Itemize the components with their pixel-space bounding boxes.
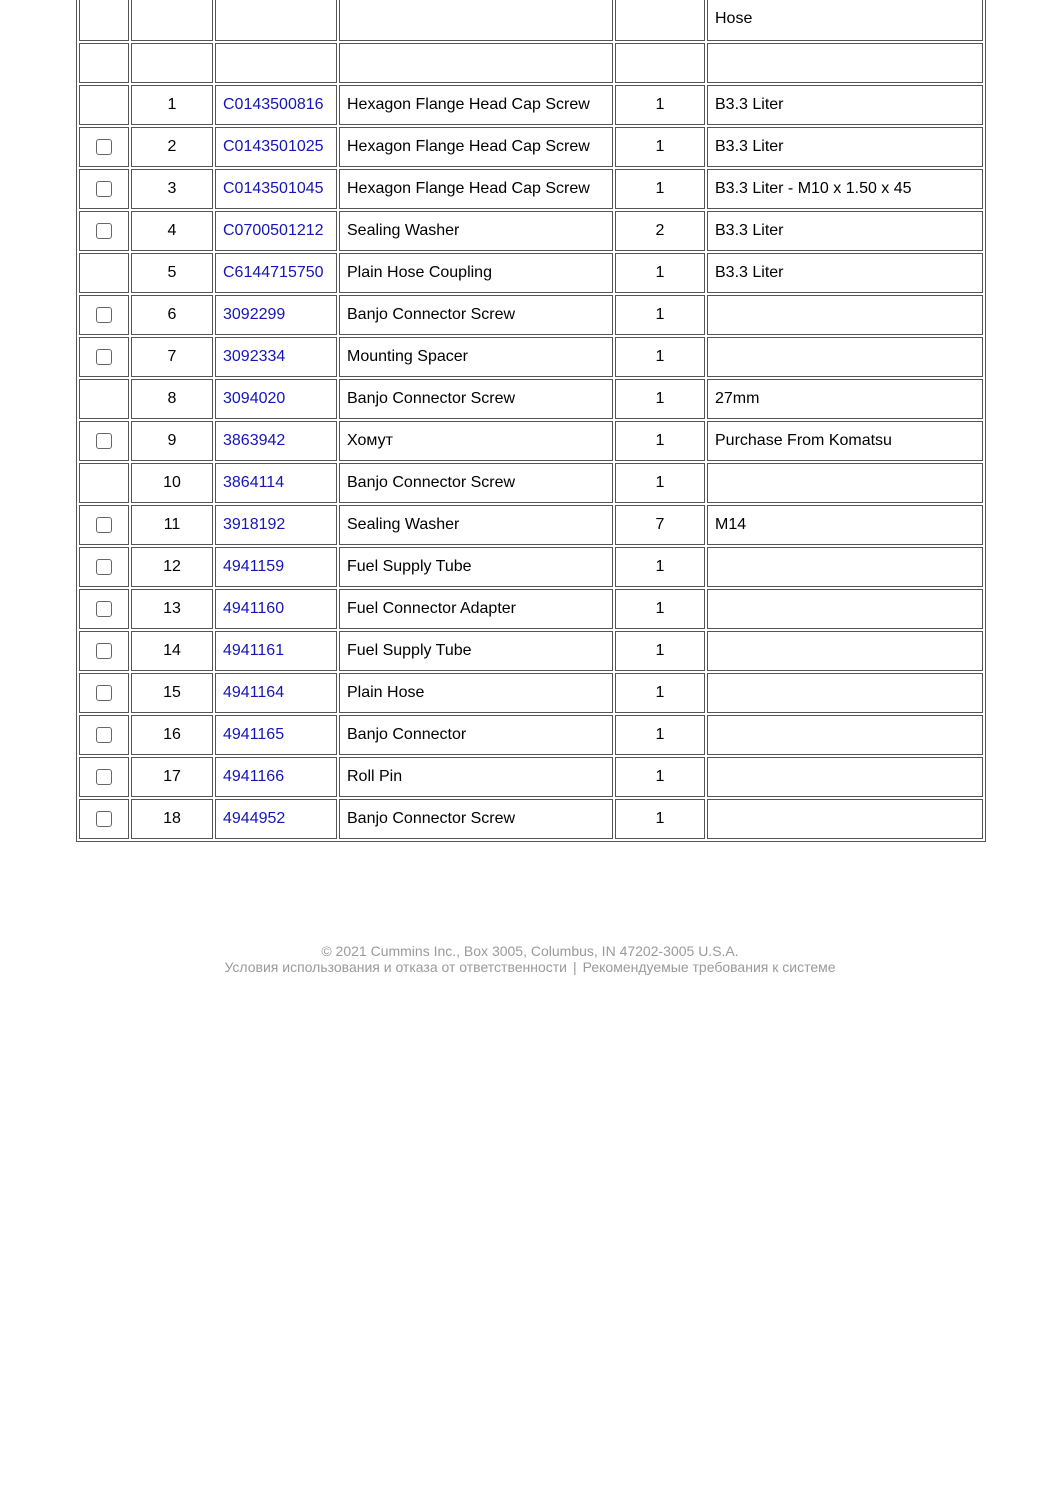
remarks: [707, 799, 983, 839]
select-checkbox[interactable]: [96, 559, 112, 575]
table-row: [79, 715, 983, 755]
remarks-cell: [707, 43, 983, 83]
part-number-cell: [215, 421, 337, 461]
remarks: 27mm: [707, 379, 983, 419]
item-number: 9: [131, 421, 213, 461]
part-description: Fuel Connector Adapter: [339, 589, 613, 629]
quantity: 1: [615, 85, 705, 125]
select-cell: [79, 715, 129, 755]
quantity-cell: [615, 0, 705, 41]
remarks: B3.3 Liter: [707, 211, 983, 251]
part-number-link[interactable]: 4941165: [223, 726, 285, 743]
part-description: Mounting Spacer: [339, 337, 613, 377]
footer-separator: |: [573, 959, 577, 975]
remarks: B3.3 Liter: [707, 127, 983, 167]
part-number-cell: [215, 715, 337, 755]
part-number-link[interactable]: 4941159: [223, 558, 285, 575]
select-cell: [79, 295, 129, 335]
remarks: [707, 337, 983, 377]
quantity: 1: [615, 379, 705, 419]
remarks: B3.3 Liter: [707, 253, 983, 293]
select-cell: [79, 757, 129, 797]
part-number-link[interactable]: 3094020: [223, 390, 286, 407]
select-cell: [79, 463, 129, 503]
part-number-cell: [215, 0, 337, 41]
select-checkbox[interactable]: [96, 643, 112, 659]
part-number-cell: [215, 463, 337, 503]
table-row: [79, 673, 983, 713]
part-number-link[interactable]: C0143500816: [223, 96, 324, 113]
select-cell: [79, 85, 129, 125]
item-number: 11: [131, 505, 213, 545]
select-checkbox[interactable]: [96, 223, 112, 239]
part-number-cell: [215, 505, 337, 545]
select-checkbox[interactable]: [96, 811, 112, 827]
quantity: 1: [615, 631, 705, 671]
select-checkbox[interactable]: [96, 181, 112, 197]
part-number-cell: [215, 43, 337, 83]
part-number-link[interactable]: C6144715750: [223, 264, 324, 281]
table-row: [79, 379, 983, 419]
table-row: [79, 757, 983, 797]
part-description: Fuel Supply Tube: [339, 631, 613, 671]
select-cell: [79, 379, 129, 419]
quantity: 1: [615, 799, 705, 839]
remarks: [707, 715, 983, 755]
part-description: Banjo Connector Screw: [339, 463, 613, 503]
select-checkbox[interactable]: [96, 601, 112, 617]
item-number-cell: [131, 43, 213, 83]
select-checkbox[interactable]: [96, 685, 112, 701]
select-cell: [79, 589, 129, 629]
part-description: Hexagon Flange Head Cap Screw: [339, 127, 613, 167]
part-description: Hexagon Flange Head Cap Screw: [339, 169, 613, 209]
item-number: 2: [131, 127, 213, 167]
copyright-text: © 2021 Cummins Inc., Box 3005, Columbus, IN 47202-3005 U.S.A.: [321, 943, 739, 959]
table-row: [79, 337, 983, 377]
remarks-cell: Hose: [707, 0, 983, 41]
part-number-cell: [215, 337, 337, 377]
part-number-cell: [215, 631, 337, 671]
part-number-link[interactable]: 3863942: [223, 432, 286, 449]
select-cell: [79, 547, 129, 587]
select-cell: [79, 127, 129, 167]
quantity: 1: [615, 463, 705, 503]
item-number: 18: [131, 799, 213, 839]
part-number-cell: [215, 547, 337, 587]
description-cell: [339, 43, 613, 83]
part-number-cell: [215, 799, 337, 839]
table-row: [79, 631, 983, 671]
item-number-cell: [131, 0, 213, 41]
part-number-link[interactable]: 3092299: [223, 306, 286, 323]
part-description: Roll Pin: [339, 757, 613, 797]
quantity: 1: [615, 547, 705, 587]
table-row: [79, 295, 983, 335]
quantity: 1: [615, 169, 705, 209]
part-number-link[interactable]: 4941160: [223, 600, 285, 617]
remarks: B3.3 Liter: [707, 85, 983, 125]
table-row: [79, 253, 983, 293]
part-number-cell: [215, 127, 337, 167]
remarks: [707, 547, 983, 587]
part-number-cell: [215, 379, 337, 419]
table-row: [79, 85, 983, 125]
part-number-cell: [215, 673, 337, 713]
item-number: 10: [131, 463, 213, 503]
part-description: Banjo Connector Screw: [339, 379, 613, 419]
part-description: Plain Hose: [339, 673, 613, 713]
remarks: [707, 463, 983, 503]
quantity: 1: [615, 589, 705, 629]
table-row: [79, 169, 983, 209]
quantity: 1: [615, 295, 705, 335]
select-cell: [79, 43, 129, 83]
part-number-cell: [215, 295, 337, 335]
item-number: 1: [131, 85, 213, 125]
part-number-link[interactable]: C0143501025: [223, 138, 324, 155]
part-description: Хомут: [339, 421, 613, 461]
part-number-link[interactable]: 4944952: [223, 810, 286, 827]
select-checkbox[interactable]: [96, 307, 112, 323]
item-number: 17: [131, 757, 213, 797]
part-description: Banjo Connector Screw: [339, 295, 613, 335]
part-description: Banjo Connector Screw: [339, 799, 613, 839]
select-checkbox[interactable]: [96, 769, 112, 785]
part-number-cell: [215, 757, 337, 797]
select-cell: [79, 169, 129, 209]
table-row: [79, 127, 983, 167]
select-checkbox[interactable]: [96, 433, 112, 449]
remarks: [707, 631, 983, 671]
parts-table-container: [76, 0, 986, 925]
item-number: 15: [131, 673, 213, 713]
description-cell: [339, 0, 613, 41]
item-number: 5: [131, 253, 213, 293]
part-number-link[interactable]: 4941166: [223, 768, 285, 785]
select-cell: [79, 673, 129, 713]
part-description: Banjo Connector: [339, 715, 613, 755]
table-row: [79, 211, 983, 251]
part-number-link[interactable]: 4941161: [223, 642, 285, 659]
item-number: 3: [131, 169, 213, 209]
part-description: Sealing Washer: [339, 211, 613, 251]
select-cell: [79, 505, 129, 545]
remarks: Purchase From Komatsu: [707, 421, 983, 461]
quantity: 2: [615, 211, 705, 251]
table-row: [79, 421, 983, 461]
select-cell: [79, 421, 129, 461]
part-number-cell: [215, 211, 337, 251]
item-number: 4: [131, 211, 213, 251]
part-number-link[interactable]: C0700501212: [223, 222, 324, 239]
remarks: [707, 757, 983, 797]
quantity: 1: [615, 253, 705, 293]
quantity: 1: [615, 337, 705, 377]
select-cell: [79, 631, 129, 671]
part-description: Sealing Washer: [339, 505, 613, 545]
table-row: [79, 463, 983, 503]
quantity-cell: [615, 43, 705, 83]
part-description: Hexagon Flange Head Cap Screw: [339, 85, 613, 125]
part-number-link[interactable]: C0143501045: [223, 180, 324, 197]
part-number-cell: [215, 589, 337, 629]
select-cell: [79, 0, 129, 41]
table-row-continued: [79, 0, 983, 41]
part-number-link[interactable]: 3918192: [223, 516, 286, 533]
remarks: M14: [707, 505, 983, 545]
select-checkbox[interactable]: [96, 139, 112, 155]
select-checkbox[interactable]: [96, 517, 112, 533]
select-cell: [79, 799, 129, 839]
remarks: [707, 295, 983, 335]
select-cell: [79, 253, 129, 293]
item-number: 16: [131, 715, 213, 755]
footer-links: [0, 959, 1060, 975]
item-number: 7: [131, 337, 213, 377]
item-number: 14: [131, 631, 213, 671]
item-number: 6: [131, 295, 213, 335]
quantity: 7: [615, 505, 705, 545]
parts-table: [76, 0, 986, 842]
part-number-link[interactable]: 3092334: [223, 348, 286, 365]
part-number-cell: [215, 169, 337, 209]
quantity: 1: [615, 673, 705, 713]
remarks: B3.3 Liter - M10 x 1.50 x 45: [707, 169, 983, 209]
select-cell: [79, 337, 129, 377]
table-row: [79, 589, 983, 629]
system-requirements-link[interactable]: Рекомендуемые требования к системе: [582, 959, 836, 975]
part-number-cell: [215, 253, 337, 293]
quantity: 1: [615, 127, 705, 167]
item-number: 12: [131, 547, 213, 587]
remarks: [707, 673, 983, 713]
select-cell: [79, 211, 129, 251]
remarks: [707, 589, 983, 629]
part-number-cell: [215, 85, 337, 125]
part-number-link[interactable]: 3864114: [223, 474, 285, 491]
table-row: [79, 799, 983, 839]
quantity: 1: [615, 421, 705, 461]
part-description: Fuel Supply Tube: [339, 547, 613, 587]
page-footer: [0, 943, 1060, 975]
part-description: Plain Hose Coupling: [339, 253, 613, 293]
item-number: 8: [131, 379, 213, 419]
select-checkbox[interactable]: [96, 349, 112, 365]
item-number: 13: [131, 589, 213, 629]
select-checkbox[interactable]: [96, 727, 112, 743]
table-row: [79, 505, 983, 545]
table-row-empty: [79, 43, 983, 83]
terms-link[interactable]: Условия использования и отказа от ответственности: [224, 959, 567, 975]
quantity: 1: [615, 715, 705, 755]
parts-table-body: [79, 0, 983, 839]
table-row: [79, 547, 983, 587]
part-number-link[interactable]: 4941164: [223, 684, 285, 701]
quantity: 1: [615, 757, 705, 797]
